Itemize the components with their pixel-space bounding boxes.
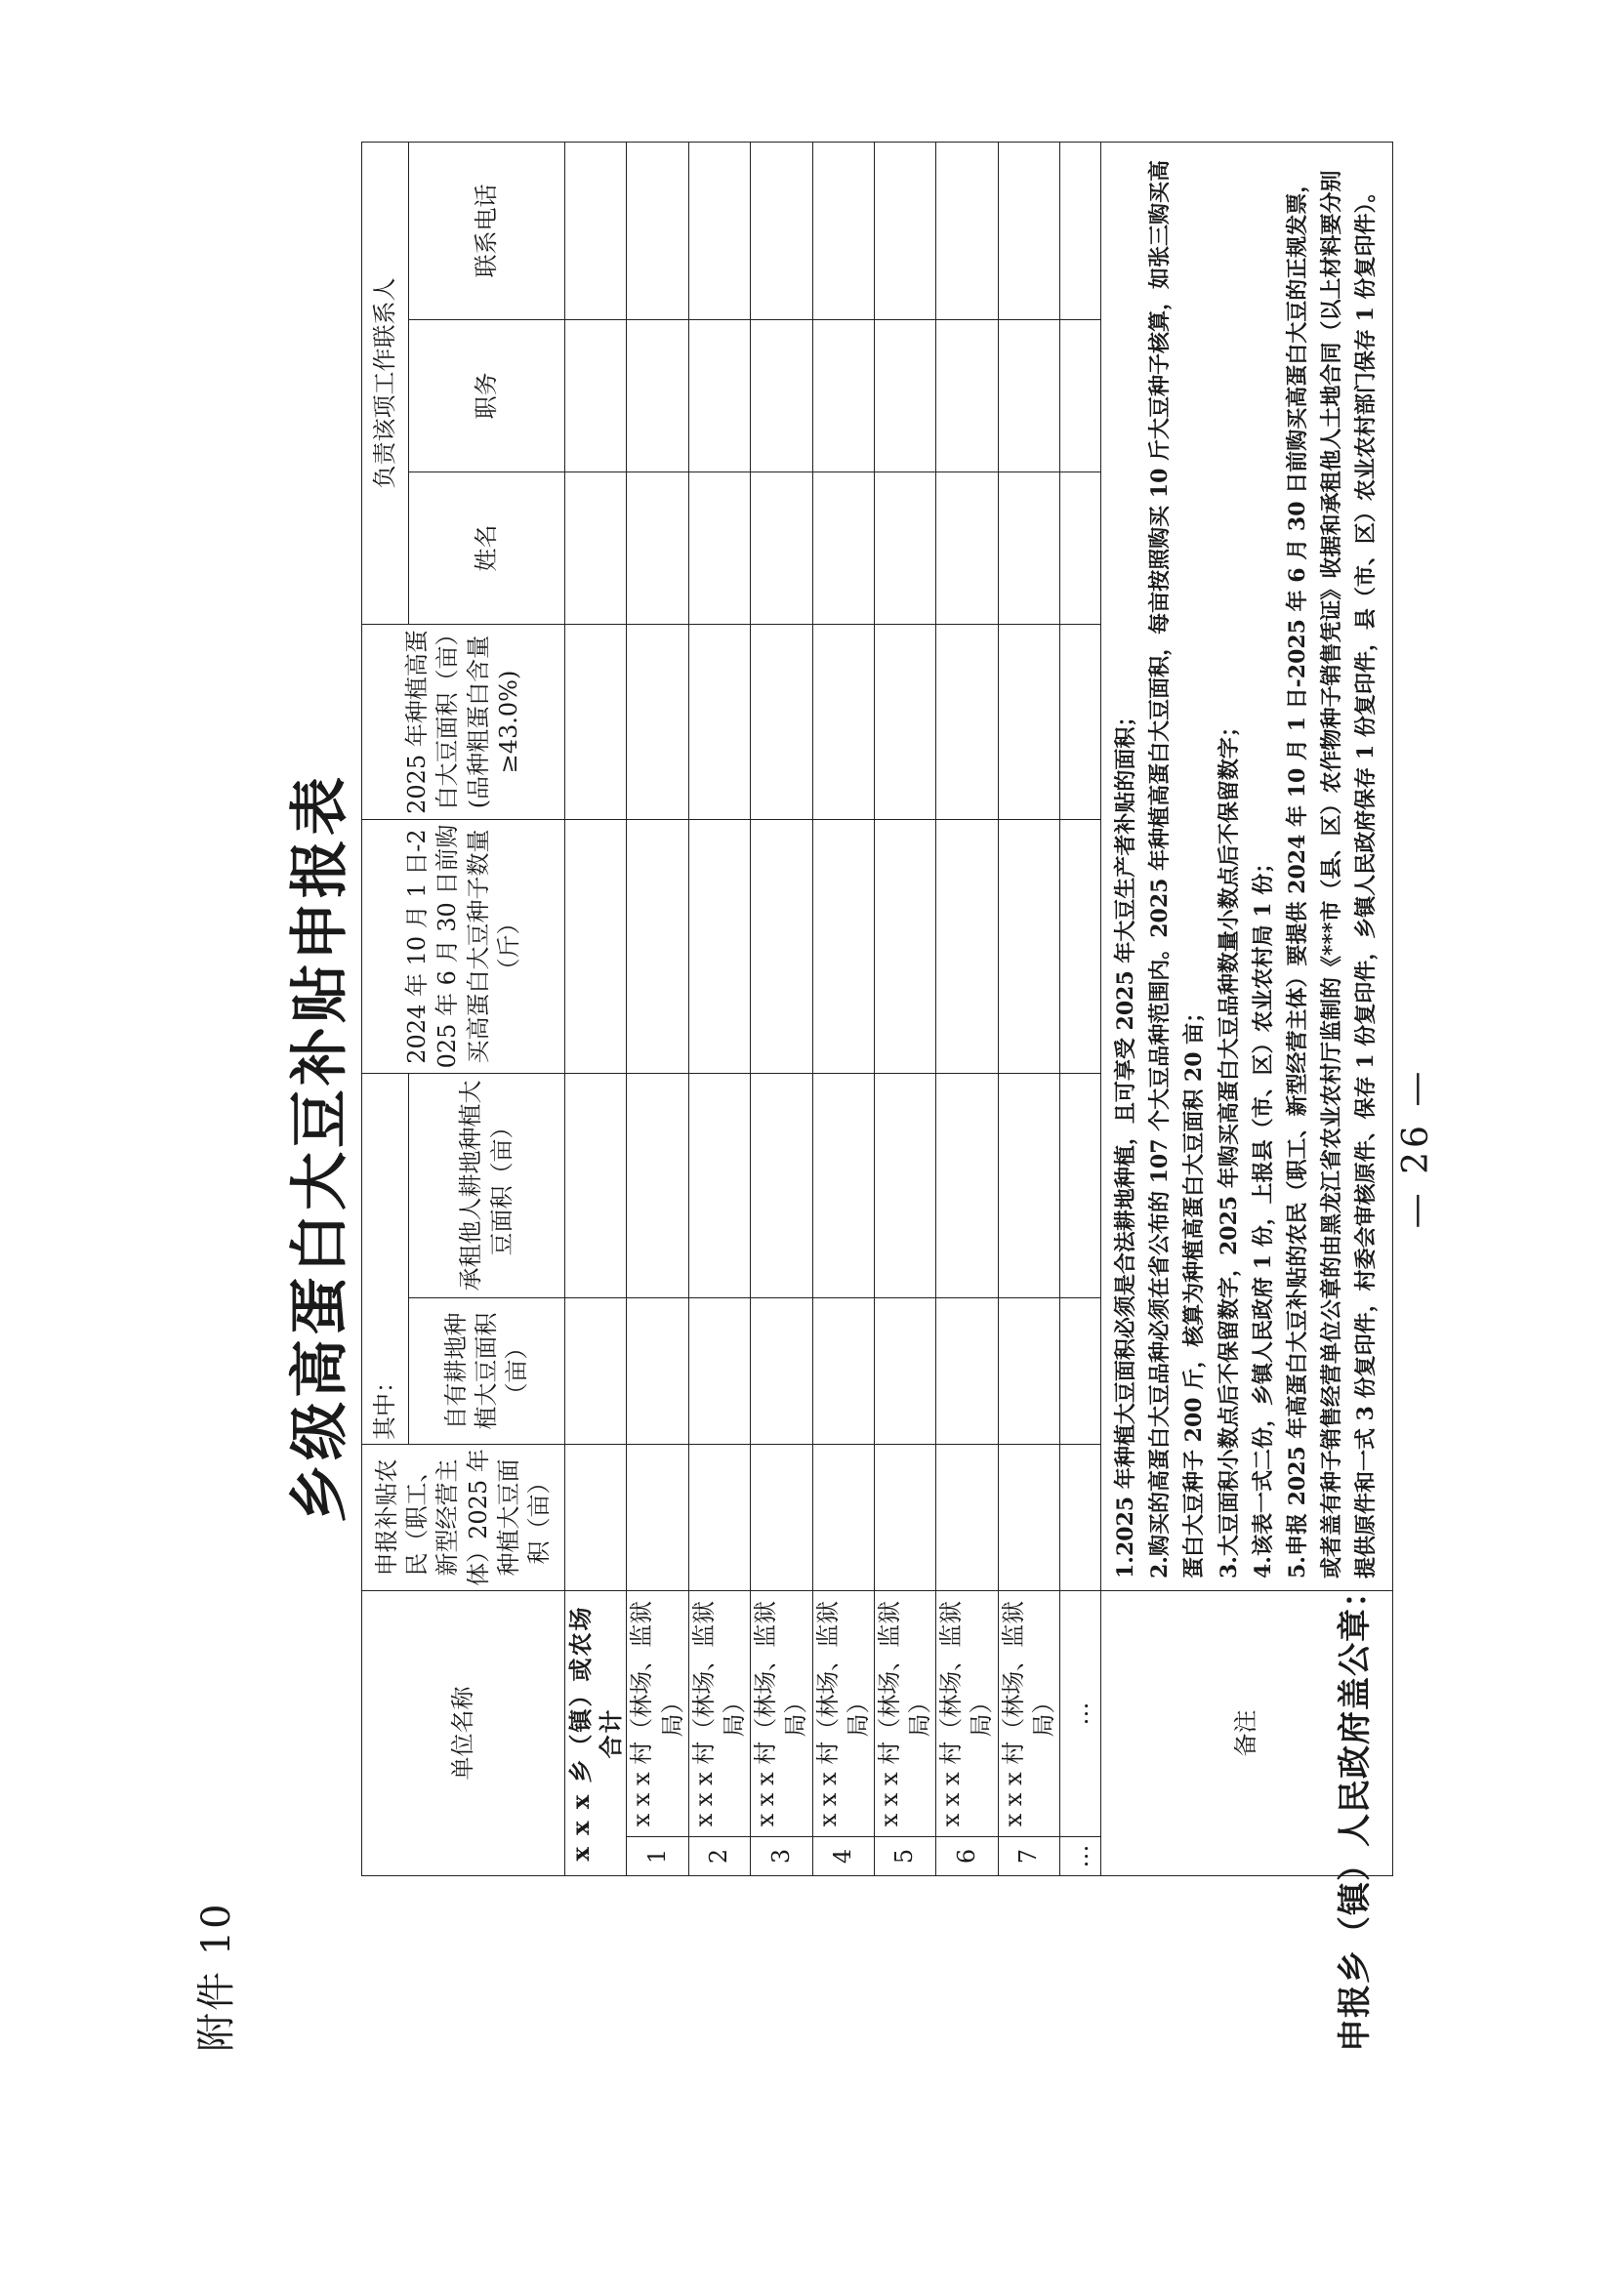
table-cell [812,1445,874,1591]
table-cell [874,1445,935,1591]
page-title: 乡级高蛋白大豆补贴申报表 [286,773,354,1523]
note-item: 4.该表一式二份，乡镇人民政府 1 份，上报县（市、区）农业农村局 1 份； [1250,851,1276,1578]
page-number: — 26 — [1396,1067,1436,1229]
table-cell [812,143,874,320]
table-cell [874,1074,935,1298]
table-cell [565,820,627,1074]
table-cell [874,320,935,472]
table-cell [751,1074,812,1298]
row-index: 1 [627,1837,688,1876]
subsidy-application-table [361,142,1393,1876]
table-cell [936,143,998,320]
attachment-label: 附件 10 [194,1902,239,2052]
table-cell [688,472,750,625]
table-cell [688,320,750,472]
table-cell [874,143,935,320]
note-item: 3.大豆面积小数点后不保留数字，2025 年购买高蛋白大豆品种数量小数点后不保留数字； [1216,716,1242,1578]
table-cell [627,472,688,625]
header-contact-name: 姓名 [409,472,565,625]
header-of-which: 其中： [362,1074,409,1445]
row-unit-name: x x x 村（林场、监狱局） [874,1591,935,1837]
table-cell [936,625,998,820]
table-cell [874,1298,935,1445]
row-unit-name: x x x 村（林场、监狱局） [751,1591,812,1837]
header-contact-title: 职务 [409,320,565,472]
row-unit-name: x x x 村（林场、监狱局） [688,1591,750,1837]
table-row [936,143,998,1876]
table-cell [1060,1298,1101,1445]
total-row-label: x x x 乡（镇）或农场合计 [565,1591,627,1876]
table-cell [688,1074,750,1298]
table-cell [812,472,874,625]
table-cell [627,1074,688,1298]
row-index: 3 [751,1837,812,1876]
table-row [998,143,1059,1876]
table-cell [1060,820,1101,1074]
table-cell [812,820,874,1074]
table-cell [812,1074,874,1298]
table-cell [751,625,812,820]
table-row [874,143,935,1876]
table-cell [751,472,812,625]
header-unit-name: 单位名称 [362,1591,565,1876]
row-unit-name: x x x 村（林场、监狱局） [998,1591,1059,1837]
row-index: 2 [688,1837,750,1876]
table-row [812,143,874,1876]
table-cell [627,1445,688,1591]
table-cell [627,143,688,320]
table-cell [565,1298,627,1445]
table-cell [627,1298,688,1445]
table-cell [812,320,874,472]
table-cell [998,625,1059,820]
row-unit-name: x x x 村（林场、监狱局） [812,1591,874,1837]
table-cell [565,625,627,820]
table-cell [998,820,1059,1074]
row-index: 7 [998,1837,1059,1876]
header-leased-land-area: 承租他人耕地种植大豆面积（亩） [409,1074,565,1298]
table-cell [688,625,750,820]
table-cell [1060,472,1101,625]
table-cell [751,1298,812,1445]
table-cell [627,320,688,472]
table-cell [627,820,688,1074]
table-cell [936,1445,998,1591]
note-item: 5.申报 2025 年高蛋白大豆补贴的农民（职工、新型经营主体）要提供 2024 年 10 月 1 日-2025 年 6 月 30 日前购买高蛋白大豆的正规发票，或者盖有种子销售经营单位公章的由黑龙江省农业农村厅监制的《***市（县、区）农作物种子销售凭证》收据和承租他人土地合同（以上材料要分别提供原件和一式 3 份复印件，村委会审核原件、保存 1 份复印件，乡镇人民政府保存 1 份复印件，县（市、区）农业农村部门保存 1 份复印件）。 [1284,170,1380,1578]
table-cell [565,1074,627,1298]
table-cell [1060,1074,1101,1298]
table-cell [627,625,688,820]
table-cell [936,472,998,625]
table-cell [565,1445,627,1591]
remarks-notes [1101,143,1393,1591]
header-applicant-area: 申报补贴农民（职工、新型经营主体）2025 年种植大豆面积（亩） [362,1445,565,1591]
table-cell [998,1074,1059,1298]
header-high-protein-area: 2025 年种植高蛋白大豆面积（亩）(品种粗蛋白含量≥43.0%) [362,625,565,820]
total-row [565,143,627,1876]
table-cell [998,320,1059,472]
note-item: 1.2025 年种植大豆面积必须是合法耕地种植，且可享受 2025 年大豆生产者补贴的面积； [1113,705,1138,1578]
table-cell [751,1445,812,1591]
table-row [1060,143,1101,1876]
row-unit-name: x x x 村（林场、监狱局） [627,1591,688,1837]
table-cell [812,625,874,820]
table-cell [998,472,1059,625]
table-cell [751,820,812,1074]
table-cell [998,1298,1059,1445]
row-index: 6 [936,1837,998,1876]
table-cell [751,320,812,472]
table-cell [874,625,935,820]
table-cell [565,320,627,472]
row-unit-name: … [1060,1591,1101,1837]
table-cell [688,1445,750,1591]
table-cell [936,1074,998,1298]
header-contact-group: 负责该项工作联系人 [362,143,409,625]
note-item: 2.购买的高蛋白大豆品种必须在省公布的 107 个大豆品种范围内。2025 年种植高蛋白大豆面积，每亩按照购买 10 斤大豆种子核算，如张三购买高蛋白大豆种子 200 斤，核算为种植高蛋白大豆面积 20 亩； [1147,159,1208,1578]
table-row [751,143,812,1876]
table-cell [688,1298,750,1445]
table-cell [936,1298,998,1445]
table-cell [812,1298,874,1445]
table-cell [565,143,627,320]
header-contact-phone: 联系电话 [409,143,565,320]
table-cell [1060,143,1101,320]
table-cell [1060,625,1101,820]
table-row [688,143,750,1876]
table-cell [688,820,750,1074]
row-index: … [1060,1837,1101,1876]
table-cell [998,143,1059,320]
seal-line: 申报乡（镇）人民政府盖公章： [1336,1574,1375,2052]
header-own-land-area: 自有耕地种植大豆面积（亩） [409,1298,565,1445]
row-index: 5 [874,1837,935,1876]
table-cell [1060,1445,1101,1591]
table-cell [874,820,935,1074]
table-cell [688,143,750,320]
table-cell [1060,320,1101,472]
table-cell [998,1445,1059,1591]
row-unit-name: x x x 村（林场、监狱局） [936,1591,998,1837]
table-cell [565,472,627,625]
header-seed-purchase: 2024 年 10 月 1 日-2025 年 6 月 30 日前购买高蛋白大豆种子数量（斤） [362,820,565,1074]
table-cell [751,143,812,320]
table-cell [936,820,998,1074]
table-cell [936,320,998,472]
table-row [627,143,688,1876]
table-cell [874,472,935,625]
remarks-label: 备注 [1101,1591,1393,1876]
row-index: 4 [812,1837,874,1876]
